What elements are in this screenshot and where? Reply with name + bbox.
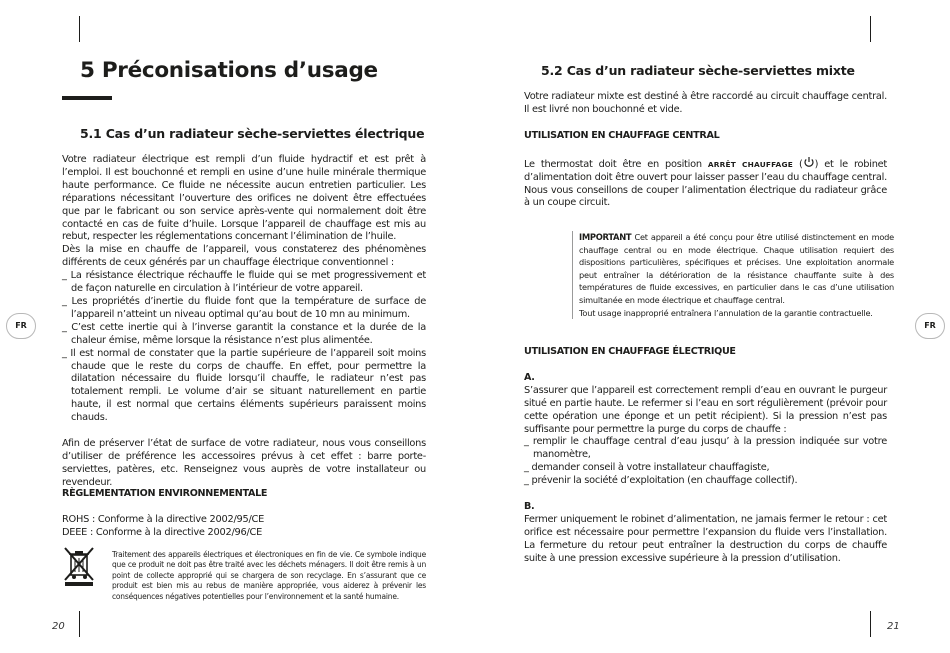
title-underline bbox=[62, 96, 112, 100]
central-heating-heading: UTILISATION EN CHAUFFAGE CENTRAL bbox=[524, 129, 720, 141]
body-text bbox=[524, 346, 887, 566]
right-page bbox=[475, 0, 950, 653]
rohs-line: ROHS : Conforme à la directive 2002/95/CE bbox=[62, 514, 265, 525]
off-position-label: ARRÊT CHAUFFAGE bbox=[707, 159, 793, 169]
body-text bbox=[524, 91, 887, 210]
crop-mark bbox=[79, 611, 80, 637]
crop-mark bbox=[870, 611, 871, 637]
page-number: 20 bbox=[52, 621, 65, 632]
list-item: _ Les propriétés d’inertie du fluide font que la température de surface de l’appareil n’atteint un niveau optimal qu’au bout de 10 mn au minimum. bbox=[62, 295, 426, 320]
section-title: 5 Préconisations d’usage bbox=[80, 58, 378, 83]
important-note: IMPORTANT Cet appareil a été conçu pour être utilisé distinctement en mode chauffage central ou en mode électrique. Chaque utilisation requiert des dispositions particulières, spécifiques et précises. Une exploitation anormale peut entraîner la détérioration de la résistance chauffante suite à des températures de fluide excessives, en particulier dans le cas d’une utilisation simultanée en mode électrique et chauffage central. Tout usage inapproprié entraînera l’annulation de la garantie contractuelle. bbox=[572, 231, 894, 319]
intro-paragraph: Votre radiateur électrique est rempli d’un fluide hydractif et est prêt à l’emploi. Il est bouchonné et rempli en usine d’une huile minérale thermique haute performance. Ce fluide ne nécessite aucun entretien particulier. Les réparations nécessitant l’ouverture des orifices ne doivent être effectuées que par le fabricant ou son service après-vente qui normalement doit être contacté en cas de fuite d’huile. Lorsque l’appareil de chauffage est mis au rebut, respecter les réglementations concernant l’élimination de l’huile. bbox=[62, 154, 426, 243]
part-b-paragraph: Fermer uniquement le robinet d’alimentation, ne jamais fermer le retour : cet orifice est nécessaire pour permettre l’expansion du fluide vers l’installation. La fermeture du retour peut entraîner la destruction du corps de chauffe suite à une pression excessive supérieure à la pression d’utilisation. bbox=[524, 513, 887, 564]
crop-mark bbox=[79, 16, 80, 42]
crossed-bin-icon bbox=[62, 546, 96, 586]
list-item: _ Il est normal de constater que la partie supérieure de l’appareil soit moins chaude que le reste du corps de chauffe. En effet, pour permettre la dilatation nécessaire du fluide lorsqu’il chauffe, le radiateur n’est pas totalement rempli. Le volume d’air se situant naturellement en partie haute, il est normal que certains éléments supérieurs paraissent moins chauds. bbox=[62, 347, 426, 424]
part-b-label: B. bbox=[524, 501, 535, 513]
crop-mark bbox=[870, 16, 871, 42]
thermostat-paragraph: Le thermostat doit être en position ARRÊT CHAUFFAGE ( ) et le robinet d’alimentation doit être ouvert pour laisser passer l’eau du chauffage central. Nous vous conseillons de couper l’alimentation électrique du radiateur grâce à un coupe circuit. bbox=[524, 156, 887, 211]
list-item: _ La résistance électrique réchauffe le fluide qui se met progressivement et de façon naturelle en circulation à l’intérieur de votre appareil. bbox=[62, 270, 426, 295]
environment-heading: RÈGLEMENTATION ENVIRONNEMENTALE bbox=[62, 488, 268, 499]
important-label: IMPORTANT bbox=[579, 232, 632, 242]
body-text bbox=[62, 154, 426, 490]
electric-heating-heading: UTILISATION EN CHAUFFAGE ÉLECTRIQUE bbox=[524, 346, 736, 357]
intro-paragraph: Dès la mise en chauffe de l’appareil, vous constaterez des phénomènes différents de ceux générés par un chauffage électrique conventionnel : bbox=[62, 244, 426, 269]
power-icon bbox=[803, 156, 815, 168]
part-a-paragraph: S’assurer que l’appareil est correctement rempli d’eau en ouvrant le purgeur situé en partie haute. Le refermer si l’eau en sort régulièrement (prévoir pour cette opération une éponge et un petit récipient). Si la pression n’est pas suffisante pour permettre la purge du corps de chauffe : bbox=[524, 384, 887, 435]
part-a-label: A. bbox=[524, 371, 535, 383]
closing-paragraph: Afin de préserver l’état de surface de votre radiateur, nous vous conseillons d’utiliser de préférence les accessoires prévus à cet effet : barre porte-serviettes, patères, etc. Renseignez vous auprès de votre installateur ou revendeur. bbox=[62, 438, 426, 488]
page-number: 21 bbox=[887, 621, 900, 632]
list-item: _ remplir le chauffage central d’eau jusqu’ à la pression indiquée sur votre manomètre, bbox=[524, 436, 887, 461]
weee-notice: Traitement des appareils électriques et électroniques en fin de vie. Ce symbole indique que ce produit ne doit pas être traité avec les déchets ménagers. Il doit être remis à un point de collecte approprié qui se chargera de son recyclage. En s’assurant que ce produit est bien mis au rebus de manière appropriée, vous aiderez à prévenir les conséquences négatives potentielles pour l’environnement et la santé humaine. bbox=[112, 550, 426, 601]
language-tab: FR bbox=[915, 313, 945, 339]
list-item: _ demander conseil à votre installateur chauffagiste, bbox=[524, 462, 770, 474]
list-item: _ prévenir la société d’exploitation (en chauffage collectif). bbox=[524, 475, 798, 487]
language-tab: FR bbox=[6, 313, 36, 339]
intro-paragraph: Votre radiateur mixte est destiné à être raccordé au circuit chauffage central. Il est livré non bouchonné et vide. bbox=[524, 91, 887, 115]
subsection-title: 5.1 Cas d’un radiateur sèche-serviettes électrique bbox=[80, 126, 425, 141]
list-item: _ C’est cette inertie qui à l’inverse garantit la constance et la durée de la chaleur émise, même lorsque la résistance n’est plus alimentée. bbox=[62, 321, 426, 346]
subsection-title: 5.2 Cas d’un radiateur sèche-serviettes mixte bbox=[541, 63, 855, 78]
deee-line: DEEE : Conforme à la directive 2002/96/CE bbox=[62, 527, 263, 538]
